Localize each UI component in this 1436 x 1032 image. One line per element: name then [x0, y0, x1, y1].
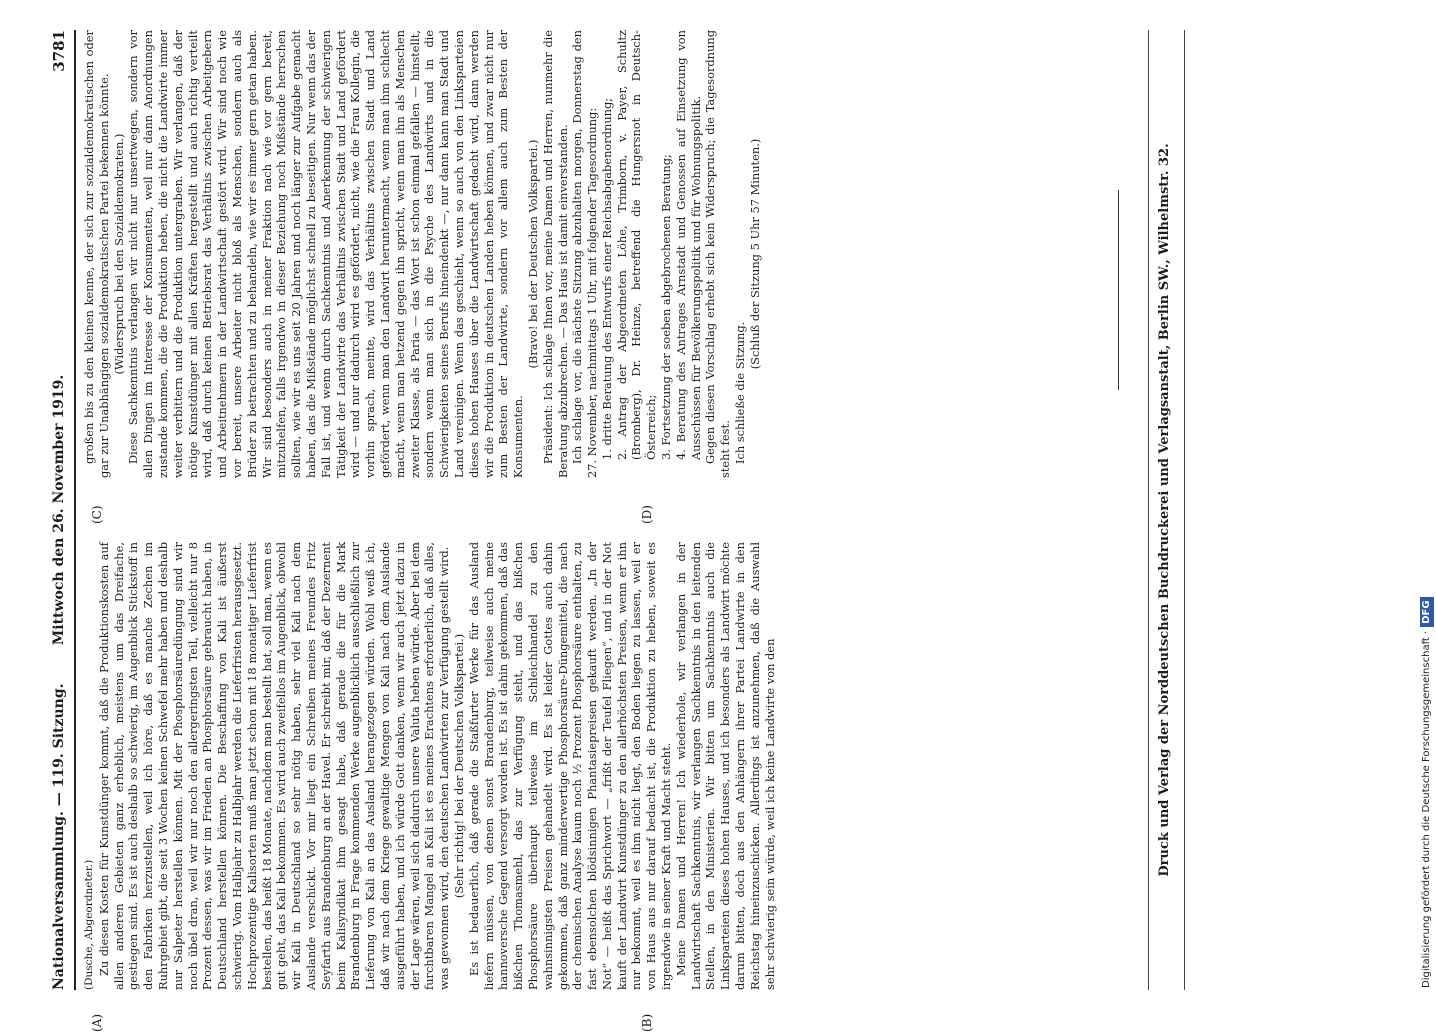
end-rule: [1118, 190, 1119, 390]
imprint: Druck und Verlag der Norddeutschen Buchdruckerei und Verlagsanstalt, Berlin SW., Wilhelmstr. 32.: [1157, 143, 1172, 877]
interjection: (Sehr richtig! bei der Deutschen Volkspartei.): [451, 633, 466, 899]
page-number: 3781: [50, 30, 68, 72]
agenda-item: 2. Antrag der Abgeordneten Löhe, Trimborn, v. Payer, Schultz (Bromberg), Dr. Heinze, betreffend die Hungersnot in Deutsch-Österreich;: [614, 30, 659, 460]
right-column: [82, 30, 1107, 478]
left-column: [82, 542, 1107, 990]
footer-rule-top: [1148, 30, 1149, 990]
agenda-item: 4. Beratung des Antrages Arnstadt und Genossen auf Einsetzung von Ausschüssen für Bevölkerungspolitik und für Wohnungspolitik.: [673, 30, 703, 460]
paragraph: Ich schließe die Sitzung.: [733, 321, 748, 464]
page-header: [50, 30, 74, 990]
paragraph: großen bis zu den kleinen kenne, der sich zur sozialdemokratischen oder gar zur Unabhängigen sozialdemokratischen Partei bekennen könnte.: [82, 30, 111, 478]
side-note-text: Digitalisierung gefördert durch die Deutsche Forschungsgemeinschaft ·: [1421, 630, 1432, 988]
paragraph: Diese Sachkenntnis verlangen wir nicht nur unsertwegen, sondern vor allen Dingen im Interesse der Konsumenten, weil nur dann Anordnungen zustande kommen, die die Produktion heben, die nicht die Landwirte immer weiter verbittern und die Produktion untergraben. Wir verlangen, daß der nötige Kunstdünger mit allen Kräften hergestellt und auch richtig verteilt wird, daß durch keinen Betriebsrat das Verhältnis zwischen Arbeitgebern und Arbeitnehmern in der Landwirtschaft gestört wird. Wir sind noch wie vor bereit, unsere Arbeiter nicht bloß als Menschen, sondern auch als Brüder zu betrachten und zu behandeln, wie wir es immer gern getan haben. Wir sind besonders auch in meiner Fraktion nach wie vor gern bereit, mitzuhelfen, falls irgendwo in dieser Beziehung noch Mißstände herrschen sollten, wie wir es uns seit 20 Jahren und noch länger zur Aufgabe gemacht haben, das die Mißstände möglichst schnell zu beseitigen. Nur wenn das der Fall ist, und wenn durch Sachkenntnis und Anerkennung der schwierigen Tätigkeit der Landwirte das Verhältnis zwischen Stadt und Land gefördert wird — und nur dadurch wird es gefördert, nicht, wie die Frau Kollegin, die vorhin sprach, meinte, wird das Verhältnis zwischen Stadt und Land gefördert, wenn man den Landwirt heruntermacht, wenn man ihm schlecht macht, wenn man hetzend gegen ihn spricht, wenn man ihn als Menschen zweiter Klasse, als Paria — das Wort ist schon einmal gefallen — hinstellt, sondern wenn man sich in die Psyche des Landwirts und in die Schwierigkeiten seines Berufs hineindenkt —, nur dann kann man Stadt und Land vereinigen. Wenn das geschieht, wenn so auch von den Linksparteien dieses hohen Hauses über die Landwirtschaft gedacht wird, dann werden wir die Produktion in deutschen Landen heben können, und zwar nicht nur zum Besten der Landwirte, sondern vor allem auch zum Besten der Konsumenten.: [126, 30, 526, 478]
interjection: (Widerspruch bei den Sozialdemokraten.): [111, 133, 126, 375]
closing-note: (Schluß der Sitzung 5 Uhr 57 Minuten.): [747, 138, 762, 370]
president-paragraph: Präsident: Ich schlage Ihnen vor, meine Damen und Herren, nunmehr die Beratung abzubrechen. — Das Haus ist damit einverstanden.: [540, 30, 570, 478]
header-left: Nationalversammlung. — 119. Sitzung.: [51, 683, 67, 990]
margin-marker-a: (A): [90, 1013, 104, 1032]
paragraph: Zu diesen Kosten für Kunstdünger kommt, daß die Produktionskosten auf allen anderen Gebieten ganz erheblich, meistens um das Dreifache, gestiegen sind. Es ist auch deshalb so schwierig, im Augenblick Stickstoff in den Fabriken herzustellen, weil ich höre, daß es manche Zechen im Ruhrgebiet gibt, die seit 3 Wochen keinen Schwefel mehr haben und deshalb nur Salpeter herstellen können. Mit der Phosphorsäuredüngung sind wir noch übel dran, weil wir nur noch den allergeringsten Teil, vielleicht nur 8 Prozent dessen, was wir im Frieden an Phosphorsäure gebraucht haben, in Deutschland herstellen können. Die Beschaffung von Kali ist äußerst schwierig. Vom Halbjahr zu Halbjahr werden die Lieferfristen herausgesetzt. Hochprozentige Kalisorten muß man jetzt schon mit 18 monatiger Lieferfrist bestellen, das heißt 18 Monate, nachdem man bestellt hat, soll man, wenn es gut geht, das Kali bekommen. Es wird auch zweifellos im Augenblick, obwohl wir Kali in Deutschland so sehr nötig haben, sehr viel Kali nach dem Auslande verschickt. Vor mir liegt ein Schreiben meines Freundes Fritz Seyfarth aus Brandenburg an der Havel. Er schreibt mir, daß der Dezernent beim Kalisyndikat ihm gesagt habe, daß gerade die für die Mark Brandenburg in Frage kommenden Werke augenblicklich ausschließlich zur Lieferung von Kali an das Ausland herangezogen würden. Wohl weiß ich, daß wir nach dem Kriege gewaltige Mengen von Kali nach dem Auslande ausgeführt haben, und ich würde Gott danken, wenn wir auch jetzt dazu in der Lage wären, weil sich dadurch unsere Valuta heben würde. Aber bei dem furchtbaren Mangel an Kali ist es meines Erachtens erforderlich, daß alles, was gewonnen wird, den deutschen Landwirten zur Verfügung gestellt wird.: [96, 541, 452, 990]
header-rule: [74, 30, 76, 990]
agenda-item: 3. Fortsetzung der soeben abgebrochenen Beratung;: [659, 154, 674, 460]
paragraph: Es ist bedauerlich, daß gerade die Staßfurter Werke für das Ausland liefern müssen, von denen sonst Brandenburg, teilweise auch meine hannoversche Gegend versorgt worden ist. Es ist dahin gekommen, daß das bißchen Thomasmehl, das zur Verfügung steht, und das bißchen Phosphorsäure überhaupt teilweise im Schleichhandel zu den wahnsinnigsten Preisen gehandelt wird. Es ist leider Gottes auch dahin gekommen, daß ganz minderwertige Phosphorsäure-Düngemittel, die nach der chemischen Analyse kaum noch ½ Prozent Phosphorsäure enthalten, zu fast ebensolchen blödsinnigen Phantasiepreisen gekauft werden. „In der Not“ — heißt das Sprichwort — „frißt der Teufel Fliegen“, und in der Not kauft der Landwirt Kunstdünger zu den allerhöchsten Preisen, wenn er ihn nur bekommt, weil es ihm nicht liegt, den Boden liegen zu lassen, weil er von Haus aus nur darauf bedacht ist, die Produktion zu heben, soweit es irgendwie in seiner Kraft und Macht steht.: [466, 542, 674, 990]
header-date: Mittwoch den 26. November 1919.: [51, 374, 67, 646]
margin-marker-b: (B): [640, 1013, 654, 1032]
margin-marker-d: (D): [640, 505, 654, 524]
paragraph: Ich schlage vor, die nächste Sitzung abzuhalten morgen, Donnerstag den 27. November, nachmittags 1 Uhr, mit folgender Tagesordnung:: [570, 30, 600, 478]
rotated-page: [50, 30, 1390, 1032]
paragraph: Meine Damen und Herren! Ich wiederhole, wir verlangen in der Landwirtschaft Sachkenntnis, wir verlangen Sachkenntnis in den leitenden Stellen, in den Ministerien. Wir bitten um Sachkenntnis auch die Linksparteien dieses hohen Hauses, und ich besonders als Landwirt möchte darum bitten, doch aus den Anhängern ihrer Partei Landwirte in den Reichstag hineinzuschicken. Allerdings ist anzunehmen, daß die Auswahl sehr schwierig sein würde, weil ich keine Landwirte von den: [673, 542, 777, 990]
margin-marker-c: (C): [90, 505, 104, 524]
side-note: [1418, 8, 1436, 988]
speaker-note: (Dusche, Abgeordneter.): [83, 859, 95, 990]
footer-rule-bottom: [1184, 30, 1185, 990]
dfg-logo: DFG: [1420, 597, 1434, 626]
interjection: (Bravo! bei der Deutschen Volkspartei.): [525, 139, 540, 369]
agenda-item: 1. dritte Beratung des Entwurfs einer Reichsabgabenordnung;: [599, 97, 614, 460]
paragraph: Gegen diesen Vorschlag erhebt sich kein Widerspruch; die Tagesordnung steht fest.: [703, 30, 733, 478]
